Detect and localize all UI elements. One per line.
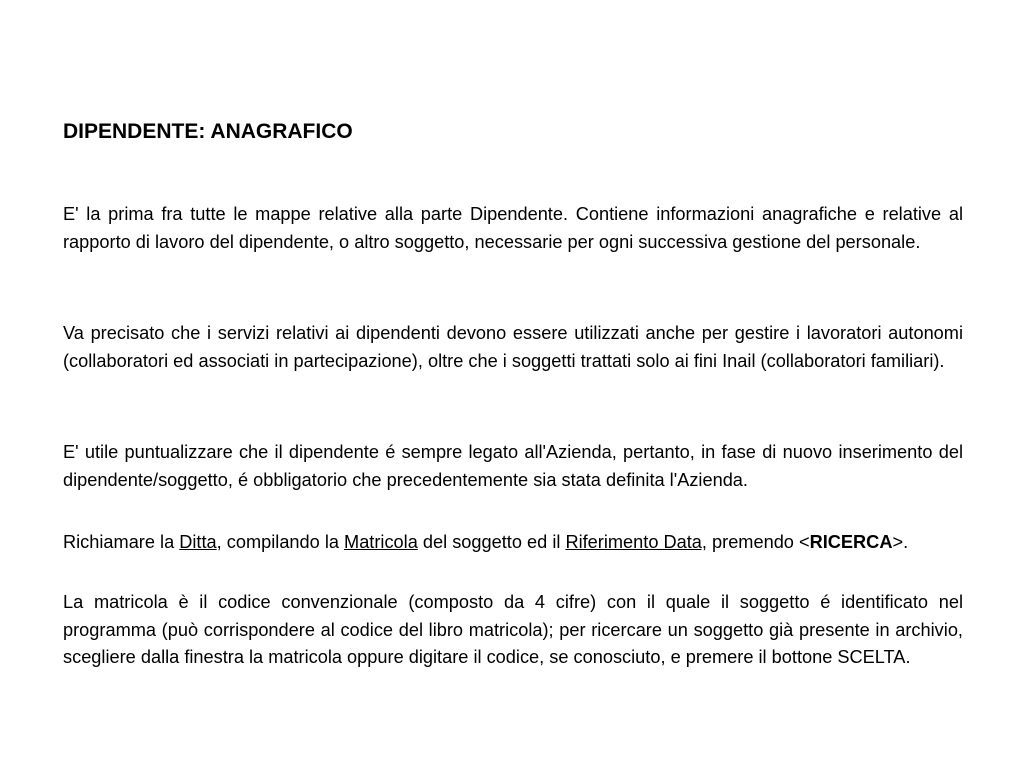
slide-title: DIPENDENTE: ANAGRAFICO (63, 120, 353, 143)
text-segment: >. (892, 532, 909, 552)
matricola-term: Matricola (344, 532, 418, 552)
paragraph-matricola-explanation: La matricola è il codice convenzionale (composto da 4 cifre) con il quale il soggetto é identificato nel programma (può corrispondere al codice del libro matricola); per ricercare un soggetto già presente in archivio, scegliere dalla finestra la matricola oppure digitare il codice, se conosciuto, e premere il bottone SCELTA. (63, 592, 963, 667)
text-segment: del soggetto ed il (417, 532, 566, 552)
paragraph-recall-instructions (63, 529, 963, 557)
text-segment: premendo < (706, 532, 810, 552)
ricerca-key: RICERCA (809, 532, 893, 552)
riferimento-data-term: Riferimento Data, (565, 532, 707, 552)
paragraph-company-link: E' utile puntualizzare che il dipendente é sempre legato all'Azienda, pertanto, in fase di nuovo inserimento del dipendente/soggetto, é obbligatorio che precedentemente sia stata definita l'Azienda. (63, 442, 963, 490)
text-segment: Richiamare la (63, 532, 180, 552)
paragraph-autonomous-workers: Va precisato che i servizi relativi ai dipendenti devono essere utilizzati anche per gestire i lavoratori autonomi (collaboratori ed associati in partecipazione), oltre che i soggetti trattati solo ai fini Inail (collaboratori familiari). (63, 323, 963, 371)
paragraph-intro: E' la prima fra tutte le mappe relative alla parte Dipendente. Contiene informazioni anagrafiche e relative al rapporto di lavoro del dipendente, o altro soggetto, necessarie per ogni successiva gestione del personale. (63, 204, 963, 252)
slide-content (63, 0, 963, 768)
ditta-term: Ditta (179, 532, 217, 552)
text-segment: , compilando la (216, 532, 345, 552)
